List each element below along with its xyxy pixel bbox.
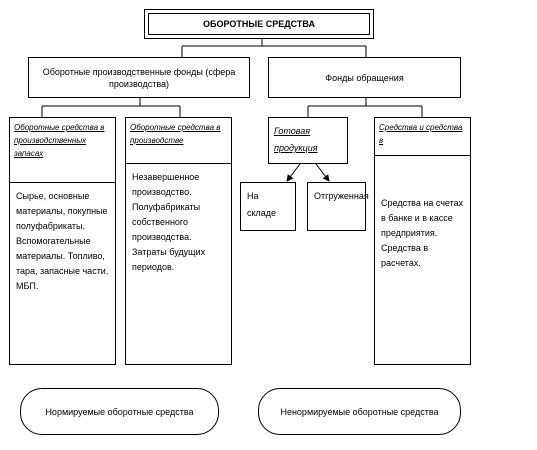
funds-settlements-column (374, 117, 471, 365)
production-stock-body: Сырье, основные материалы, покупные полуфабрикаты. Вспомогательные материалы. Топливо, тара, запасные части. МБП. (16, 191, 109, 291)
funds-settlements-header: Средства и средства в (375, 118, 470, 156)
work-in-progress-column (125, 117, 232, 365)
finished-goods-header: Готовая продукция (274, 126, 318, 153)
diagram-title: ОБОРОТНЫЕ СРЕДСТВА (148, 13, 370, 35)
circulation-funds-box (268, 57, 461, 98)
shipped-label: Отгруженная (314, 191, 369, 201)
production-stock-column (9, 117, 116, 365)
normalized-funds-label: Нормируемые оборотные средства (45, 406, 194, 417)
in-warehouse-label: На складе (247, 191, 277, 218)
production-funds-box (28, 57, 250, 98)
shipped-box (307, 182, 369, 231)
production-funds-label: Оборотные производственные фонды (сфера производства) (42, 66, 236, 89)
in-warehouse-box (240, 182, 296, 231)
work-in-progress-header: Оборотные средства в производстве (126, 118, 231, 164)
production-stock-header: Оборотные средства в производственных запасах (10, 118, 115, 183)
circulation-funds-label: Фонды обращения (325, 72, 404, 83)
funds-settlements-body: Средства на счетах в банке и в кассе предприятия. Средства в расчетах. (381, 198, 464, 268)
normalized-funds-pill (20, 388, 219, 435)
non-normalized-funds-label: Ненормируемые оборотные средства (280, 406, 439, 417)
arrow-to-warehouse (287, 164, 300, 181)
non-normalized-funds-pill (258, 388, 461, 435)
finished-goods-box (268, 117, 348, 164)
work-in-progress-body: Незавершенное производство. Полуфабрикаты собственного производства. Затраты будущих периодов. (132, 172, 206, 272)
arrow-to-shipped (316, 164, 329, 181)
title-box (144, 9, 374, 39)
